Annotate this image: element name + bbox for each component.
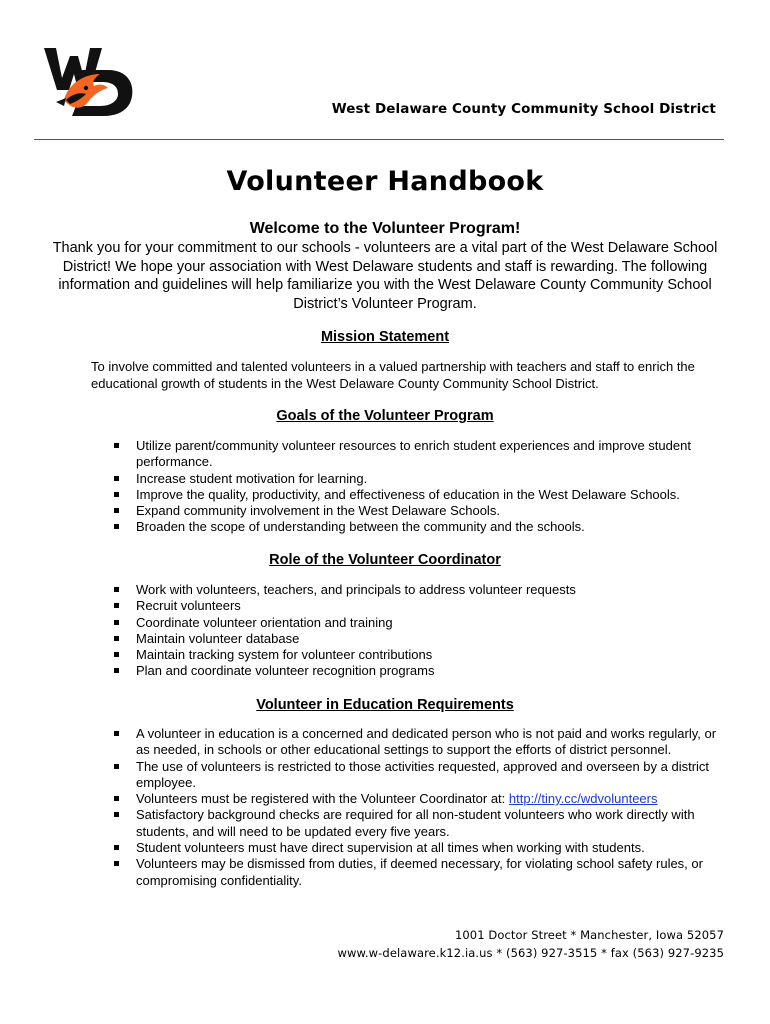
district-logo — [42, 44, 134, 118]
bullet-icon — [114, 620, 119, 625]
bullet-icon — [114, 764, 119, 769]
list-item: A volunteer in education is a concerned and dedicated person who is not paid and works regularly, or as needed, in schools or other educational settings to support the efforts of district personnel. — [114, 726, 724, 759]
list-item: Maintain tracking system for volunteer contributions — [114, 647, 724, 663]
bullet-icon — [114, 861, 119, 866]
list-item: Recruit volunteers — [114, 598, 724, 614]
bullet-icon — [114, 812, 119, 817]
bullet-icon — [114, 845, 119, 850]
bullet-icon — [114, 603, 119, 608]
bullet-icon — [114, 587, 119, 592]
mission-heading: Mission Statement — [320, 329, 450, 345]
goals-heading: Goals of the Volunteer Program — [276, 408, 494, 424]
list-item: Volunteers may be dismissed from duties, if deemed necessary, for violating school safety rules, or compromising confidentiality. — [114, 856, 724, 889]
list-item: Satisfactory background checks are required for all non-student volunteers who work directly with students, and will need to be updated every five years. — [114, 807, 724, 840]
requirements-heading: Volunteer in Education Requirements — [256, 697, 514, 713]
list-item: Work with volunteers, teachers, and principals to address volunteer requests — [114, 582, 724, 598]
list-item: Utilize parent/community volunteer resources to enrich student experiences and improve student performance. — [114, 438, 724, 471]
header-divider — [34, 139, 724, 140]
list-item: Improve the quality, productivity, and effectiveness of education in the West Delaware Schools. — [114, 487, 724, 503]
bullet-icon — [114, 636, 119, 641]
bullet-icon — [114, 492, 119, 497]
list-item: Plan and coordinate volunteer recognition programs — [114, 663, 724, 679]
bullet-icon — [114, 668, 119, 673]
mission-body: To involve committed and talented volunteers in a valued partnership with teachers and staff to enrich the educational growth of students in the West Delaware County Community School District. — [91, 359, 695, 391]
footer-address: 1001 Doctor Street * Manchester, Iowa 52057 — [454, 928, 724, 942]
bullet-icon — [114, 731, 119, 736]
coordinator-list — [114, 582, 724, 680]
wd-hawk-logo-icon — [42, 44, 134, 118]
list-item: Student volunteers must have direct supervision at all times when working with students. — [114, 840, 724, 856]
welcome-body: Thank you for your commitment to our schools - volunteers are a vital part of the West Delaware School District! We hope your association with West Delaware students and staff is rewarding. The following information and guidelines will help familiarize you with the West Delaware County Community School District’s Volunteer Program. — [52, 240, 718, 312]
list-item: The use of volunteers is restricted to those activities requested, approved and overseen by a district employee. — [114, 759, 724, 792]
requirements-list — [114, 726, 724, 889]
bullet-icon — [114, 508, 119, 513]
list-item: Expand community involvement in the West Delaware Schools. — [114, 503, 724, 519]
bullet-icon — [114, 476, 119, 481]
list-item: Coordinate volunteer orientation and training — [114, 615, 724, 631]
list-item: Volunteers must be registered with the Volunteer Coordinator at: http://tiny.cc/wdvolunteers — [114, 791, 724, 807]
district-name: West Delaware County Community School District — [331, 101, 716, 117]
bullet-icon — [114, 524, 119, 529]
volunteer-registration-link[interactable]: http://tiny.cc/wdvolunteers — [508, 791, 658, 807]
welcome-heading: Welcome to the Volunteer Program! — [249, 220, 521, 237]
list-item: Broaden the scope of understanding between the community and the schools. — [114, 519, 724, 535]
list-item: Increase student motivation for learning. — [114, 471, 724, 487]
goals-list — [114, 438, 724, 536]
coordinator-heading: Role of the Volunteer Coordinator — [269, 552, 501, 568]
list-item: Maintain volunteer database — [114, 631, 724, 647]
page-title: Volunteer Handbook — [226, 166, 544, 197]
bullet-icon — [114, 652, 119, 657]
bullet-icon — [114, 796, 119, 801]
bullet-icon — [114, 443, 119, 448]
footer-contact: www.w-delaware.k12.ia.us * (563) 927-3515 * fax (563) 927-9235 — [337, 946, 724, 960]
